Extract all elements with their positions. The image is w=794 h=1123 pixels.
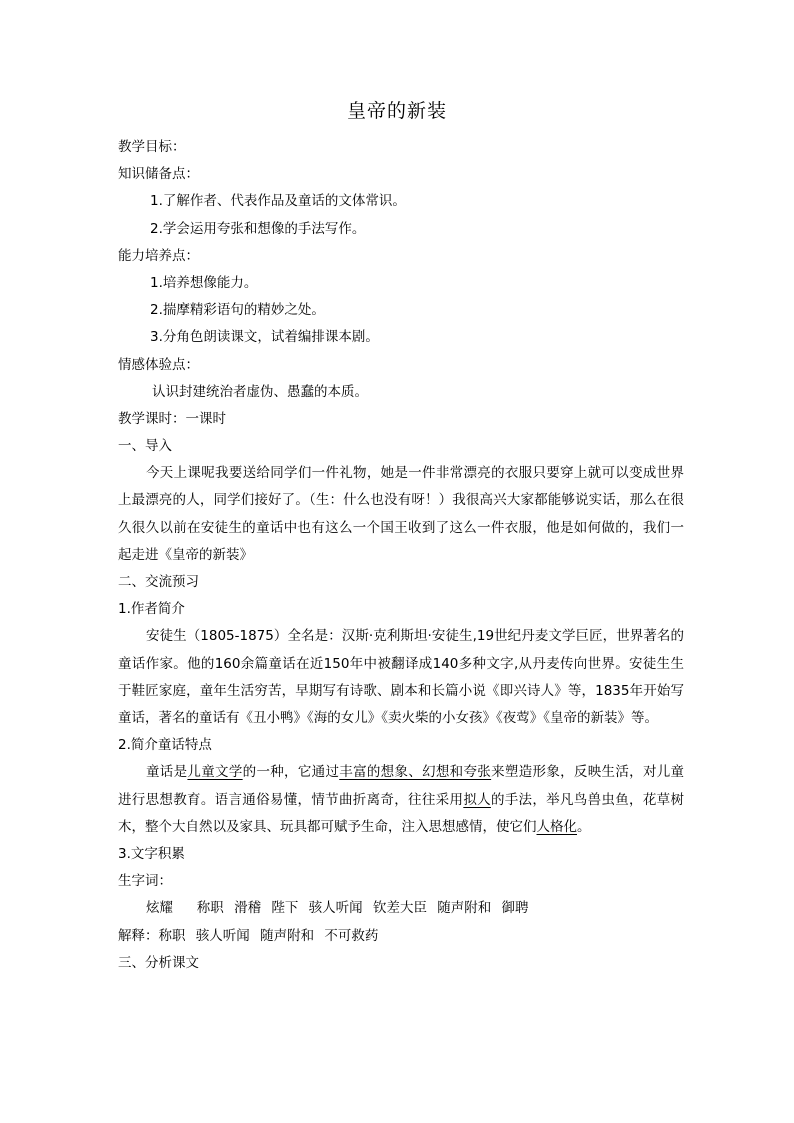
intro-paragraph: 今天上课呢我要送给同学们一件礼物，她是一件非常漂亮的衣服只要穿上就可以变成世界上最漂亮的人，同学们接好了。（生：什么也没有呀！）我很高兴大家都能够说实话，那么在很久很久以前在安徒生的童话中也有这么一个国王收到了这么一件衣服，他是如何做的，我们一起走进《皇帝的新装》 — [118, 465, 684, 563]
underlined-term: 丰富的想象、幻想和夸张 — [339, 764, 492, 781]
section-heading-preview: 二、交流预习 — [118, 574, 199, 591]
words-heading: 3.文字积累 — [118, 846, 185, 863]
objectives-heading: 教学目标： — [118, 139, 186, 155]
fairy-tale-heading: 2.简介童话特点 — [118, 737, 212, 754]
fairy-tale-paragraph — [118, 759, 684, 841]
ability-heading: 能力培养点： — [118, 247, 199, 264]
fairy-text: 来塑造形象，反映生活，对儿童进行思想教育。语言通俗易懂，情节曲折离奇，往往采用 — [118, 764, 685, 808]
new-words-list: 炫耀 称职 滑稽 陛下 骇人听闻 钦差大臣 随声附和 御聘 — [146, 900, 529, 917]
fairy-text: 童话是 — [146, 764, 188, 781]
emotion-heading: 情感体验点： — [118, 356, 199, 373]
document-title: 皇帝的新装 — [346, 100, 447, 122]
fairy-text: 的一种，它通过 — [242, 764, 340, 781]
section-heading-intro: 一、导入 — [118, 438, 172, 455]
ability-item: 1.培养想像能力。 — [150, 274, 258, 291]
fairy-text: 。 — [577, 818, 591, 835]
ability-item: 3.分角色朗读课文，试着编排课本剧。 — [150, 329, 379, 346]
fairy-text: 的手法，举凡鸟兽虫鱼，花草树木，整个大自然以及家具、玩具都可赋予生命，注入思想感情，使它们 — [118, 791, 684, 835]
document-body — [118, 134, 684, 977]
ability-item: 2.揣摩精彩语句的精妙之处。 — [150, 302, 325, 319]
underlined-term: 人格化 — [536, 818, 577, 835]
underlined-term: 儿童文学 — [187, 764, 243, 781]
explain-line: 解释：称职 骇人听闻 随声附和 不可救药 — [118, 927, 379, 944]
knowledge-item: 2.学会运用夸张和想像的手法写作。 — [150, 220, 366, 237]
teaching-period: 教学课时：一课时 — [118, 410, 226, 427]
section-heading-analysis: 三、分析课文 — [118, 954, 199, 971]
underlined-term: 拟人 — [463, 791, 491, 808]
knowledge-item: 1.了解作者、代表作品及童话的文体常识。 — [150, 193, 406, 210]
new-words-label: 生字词： — [118, 873, 172, 890]
emotion-text: 认识封建统治者虚伪、愚蠢的本质。 — [152, 383, 368, 400]
author-paragraph: 安徒生（1805-1875）全名是：汉斯·克利斯坦·安徒生,19世纪丹麦文学巨匠，世界著名的童话作家。他的160余篇童话在近150年中被翻译成140多种文字,从丹麦传向世界。安徒生生于鞋匠家庭，童年生活穷苦，早期写有诗歌、剧本和长篇小说《即兴诗人》等，1835年开始写童话，著名的童话有《丑小鸭》《海的女儿》《卖火柴的小女孩》《夜莺》《皇帝的新装》等。 — [118, 628, 684, 727]
author-heading: 1.作者简介 — [118, 601, 185, 618]
knowledge-heading: 知识储备点： — [118, 166, 199, 183]
